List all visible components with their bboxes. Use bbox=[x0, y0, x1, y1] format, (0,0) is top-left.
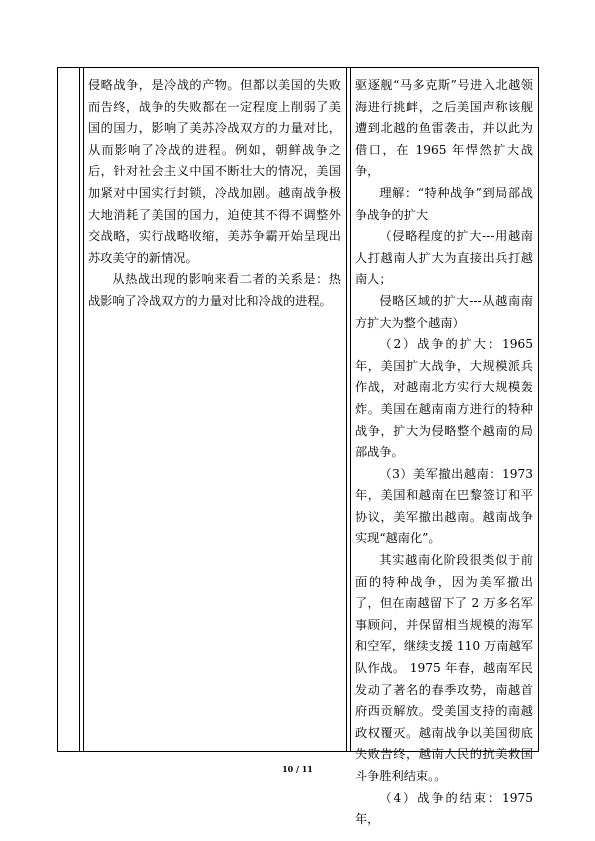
right-paragraph: （3）美军撤出越南：1973 年，美国和越南在巴黎签订和平协议，美军撤出越南。越南战争实现“越南化”。 bbox=[355, 466, 533, 546]
table-border-line bbox=[79, 68, 80, 751]
right-paragraph: （2）战争的扩大：1965 年，美国扩大战争，大规模派兵作战，对越南北方实行大规模轰炸。美国在越南南方进行的特种战争，扩大为侵略整个越南的局部战争。 bbox=[355, 337, 533, 460]
table-border-line bbox=[83, 68, 84, 751]
right-paragraph: （侵略程度的扩大---用越南人打越南人扩大为直接出兵打越南人； bbox=[355, 229, 533, 287]
page-number: 10 / 11 bbox=[282, 764, 313, 774]
left-paragraph: 侵略战争，是冷战的产物。但都以美国的失败而告终，战争的失败都在一定程度上削弱了美国的国力，影响了美苏冷战双方的力量对比，从而影响了冷战的进程。例如，朝鲜战争之后，针对社会主义中国不断壮大的情况，美国加紧对中国实行封锁，冷战加剧。越南战争极大地消耗了美国的国力，迫使其不得不调整外交战略，实行战略收缩，美苏争霸开始呈现出苏攻美守的新情况。 bbox=[88, 78, 341, 265]
right-paragraph: 驱逐舰“马多克斯”号进入北越领海进行挑衅，之后美国声称该舰遭到北越的鱼雷袭击，并以此为借口，在 1965 年悍然扩大战争， bbox=[355, 78, 533, 179]
left-column-cell bbox=[88, 75, 341, 313]
right-paragraph: 侵略区域的扩大---从越南南方扩大为整个越南） bbox=[355, 293, 533, 330]
left-paragraph: 从热战出现的影响来看二者的关系是：热战影响了冷战双方的力量对比和冷战的进程。 bbox=[88, 272, 341, 308]
table-border-line bbox=[346, 68, 347, 751]
table-border-line bbox=[350, 68, 351, 751]
right-column-cell bbox=[355, 75, 533, 831]
right-paragraph: （4）战争的结束：1975 年， bbox=[355, 790, 533, 827]
right-paragraph: 理解：“特种战争”到局部战争战争的扩大 bbox=[355, 185, 533, 222]
right-paragraph: 其实越南化阶段很类似于前面的特种战争，因为美军撤出了，但在南越留下了 2 万多名军事顾问，并保留相当规模的海军和空军，继续支援 110 万南越军队作战。 1975 年春，越南军民发动了著名的春季攻势，南越首府西贡解放。受美国支持的南越政权覆灭。越南战争以美国彻底失败告终，越南人民的抗美救国斗争胜利结束。。 bbox=[355, 553, 533, 783]
